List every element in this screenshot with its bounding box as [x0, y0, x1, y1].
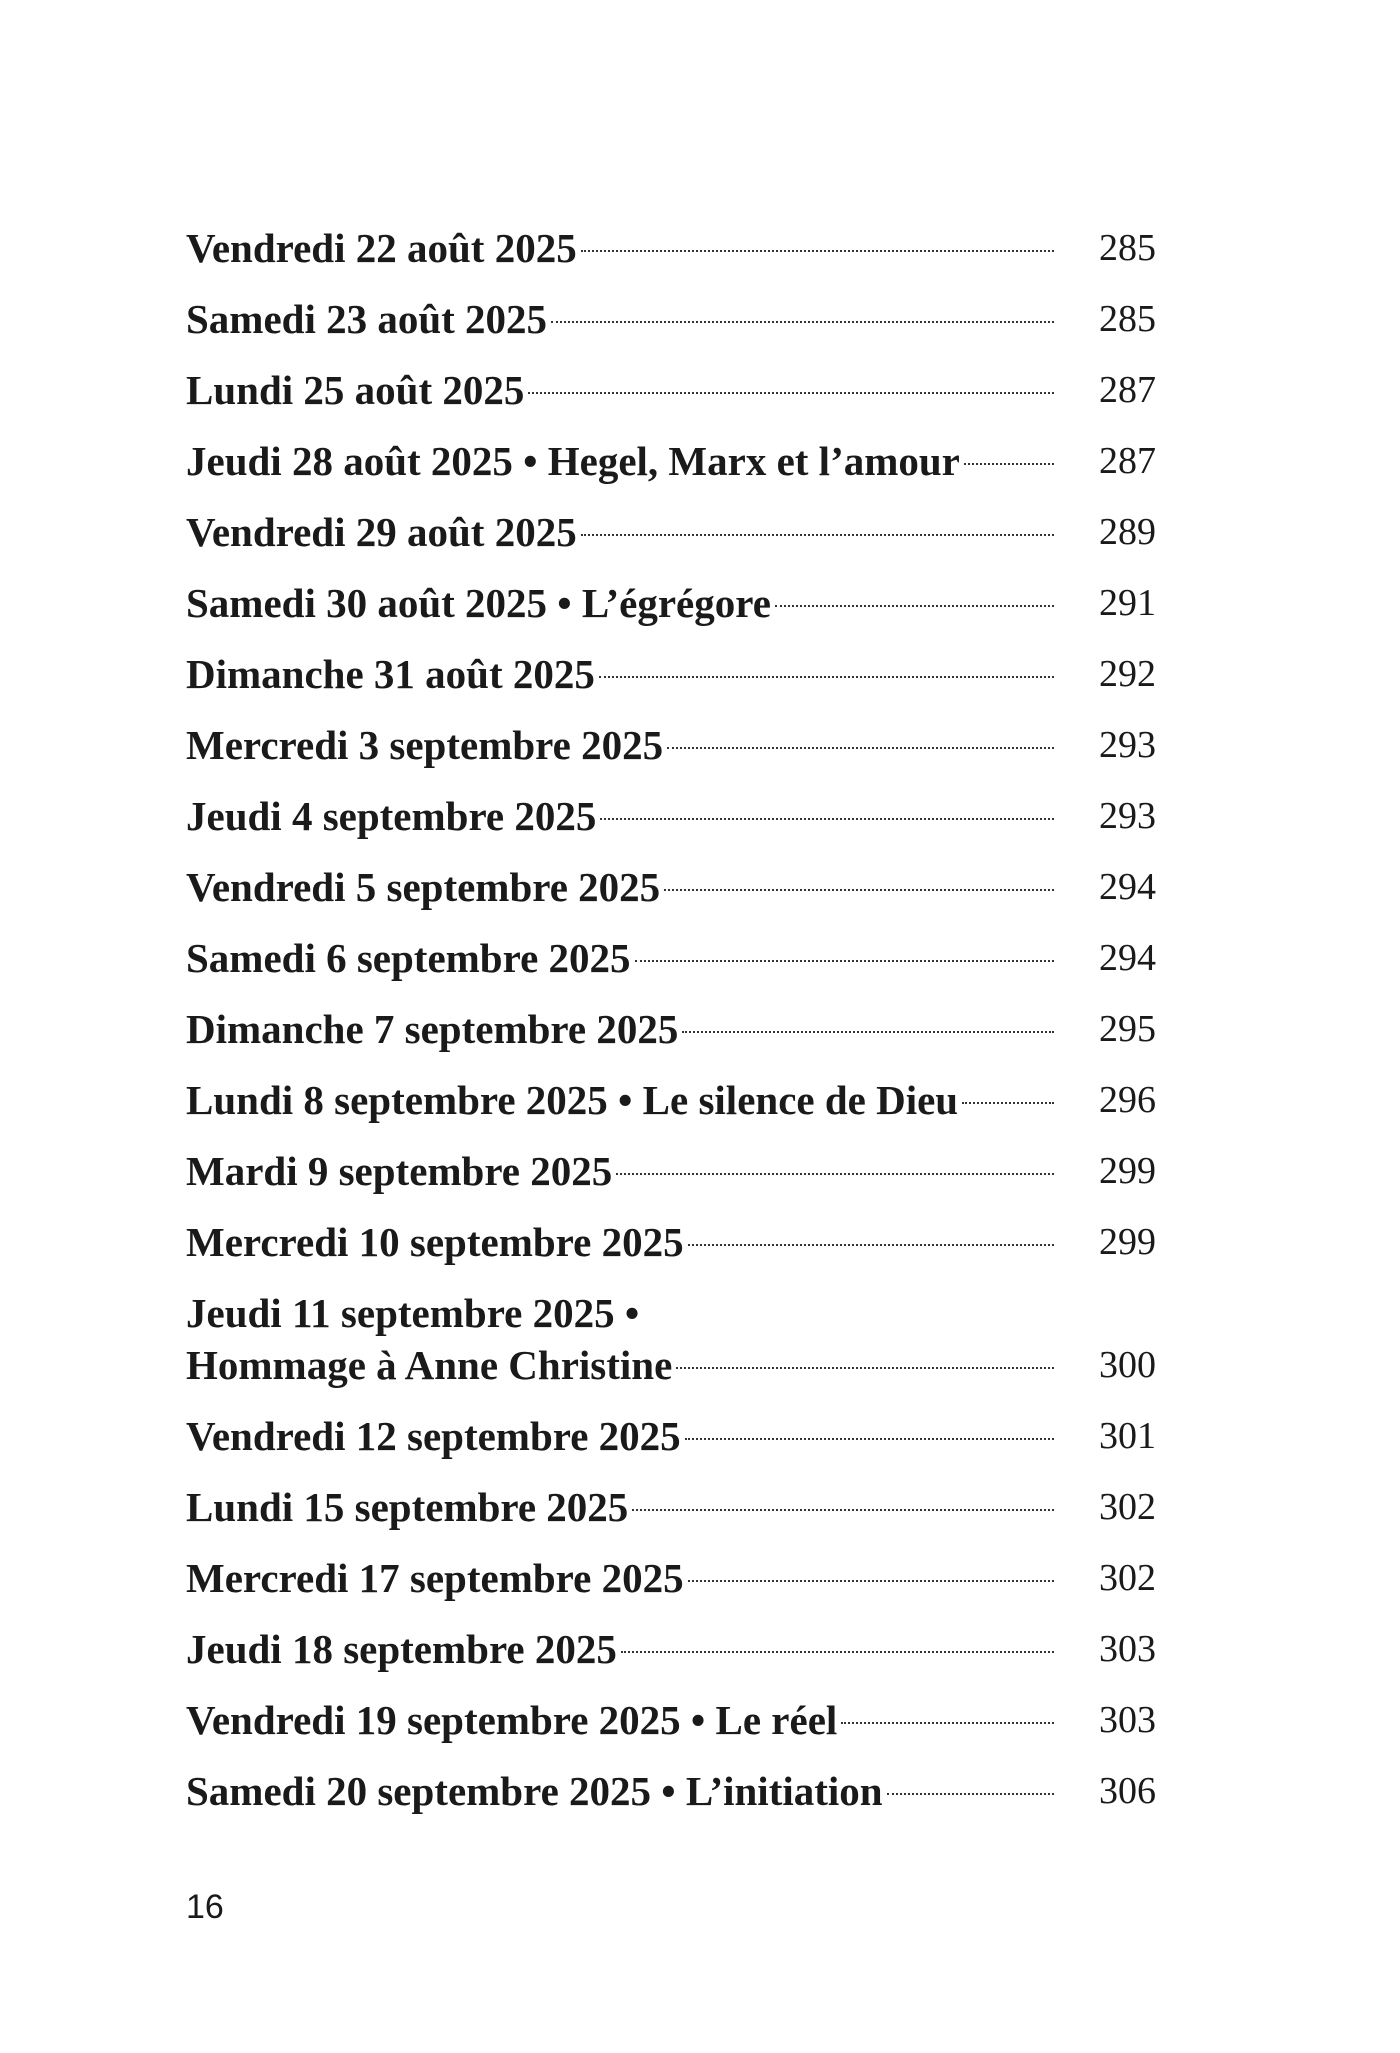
- toc-entry-title: Samedi 6 septembre 2025: [186, 935, 631, 981]
- toc-entry-title: Jeudi 4 septembre 2025: [186, 793, 597, 839]
- toc-entry-title: Samedi 23 août 2025: [186, 296, 548, 342]
- toc-entry-page: 287: [1099, 440, 1156, 482]
- toc-entry-title: Mercredi 10 septembre 2025: [186, 1219, 684, 1265]
- dot-leader: [962, 1102, 1054, 1104]
- dot-leader: [685, 1438, 1054, 1440]
- toc-entry-title: Lundi 15 septembre 2025: [186, 1484, 629, 1530]
- dot-leader: [688, 1580, 1054, 1582]
- toc-entry-page: 302: [1099, 1557, 1156, 1599]
- toc-entry[interactable]: [186, 1552, 1156, 1604]
- toc-entry[interactable]: [186, 1410, 1156, 1462]
- dot-leader: [841, 1722, 1054, 1724]
- toc-entry[interactable]: [186, 861, 1156, 913]
- dot-leader: [635, 960, 1054, 962]
- toc-entry-page: 294: [1099, 937, 1156, 979]
- toc-entry[interactable]: [186, 506, 1156, 558]
- toc-entry-page: 302: [1099, 1486, 1156, 1528]
- dot-leader: [664, 889, 1054, 891]
- dot-leader: [688, 1244, 1054, 1246]
- toc-entry-page: 296: [1099, 1079, 1156, 1121]
- toc-entry[interactable]: [186, 364, 1156, 416]
- toc-entry-page: 292: [1099, 653, 1156, 695]
- toc-entry[interactable]: [186, 719, 1156, 771]
- dot-leader: [528, 392, 1054, 394]
- toc-entry-page: 295: [1099, 1008, 1156, 1050]
- dot-leader: [616, 1173, 1054, 1175]
- toc-entry[interactable]: [186, 932, 1156, 984]
- toc-entry-title: Dimanche 31 août 2025: [186, 651, 595, 697]
- toc-entry-page: 291: [1099, 582, 1156, 624]
- dot-leader: [676, 1367, 1054, 1369]
- toc-entry-title: Mercredi 3 septembre 2025: [186, 722, 664, 768]
- toc-entry[interactable]: [186, 1287, 1156, 1391]
- toc-entry-title: Vendredi 19 septembre 2025 • Le réel: [186, 1697, 838, 1743]
- toc-entry-page: 285: [1099, 298, 1156, 340]
- dot-leader: [682, 1031, 1054, 1033]
- toc-entry-page: 285: [1099, 227, 1156, 269]
- toc-entry-title: Jeudi 28 août 2025 • Hegel, Marx et l’amour: [186, 438, 960, 484]
- dot-leader: [581, 250, 1054, 252]
- toc-entry-page: 306: [1099, 1770, 1156, 1812]
- toc-entry-title: Mercredi 17 septembre 2025: [186, 1555, 684, 1601]
- toc-entry[interactable]: [186, 222, 1156, 274]
- toc-entry-page: 303: [1099, 1699, 1156, 1741]
- dot-leader: [775, 605, 1054, 607]
- toc-entry-title: Vendredi 12 septembre 2025: [186, 1413, 681, 1459]
- toc-entry-title-line1: Jeudi 11 septembre 2025 •: [186, 1290, 640, 1336]
- toc-entry-page: 293: [1099, 724, 1156, 766]
- dot-leader: [632, 1509, 1054, 1511]
- toc-entry[interactable]: [186, 790, 1156, 842]
- toc-entry-title: Samedi 20 septembre 2025 • L’initiation: [186, 1768, 883, 1814]
- dot-leader: [599, 676, 1054, 678]
- toc-entry-page: 303: [1099, 1628, 1156, 1670]
- toc-entry[interactable]: [186, 1216, 1156, 1268]
- toc-entry-page: 301: [1099, 1415, 1156, 1457]
- toc-entry-title: Vendredi 22 août 2025: [186, 225, 577, 271]
- dot-leader: [551, 321, 1054, 323]
- dot-leader: [581, 534, 1054, 536]
- toc-entry[interactable]: [186, 577, 1156, 629]
- toc-entry[interactable]: [186, 648, 1156, 700]
- toc-entry[interactable]: [186, 1074, 1156, 1126]
- dot-leader: [600, 818, 1054, 820]
- toc-entry-page: 293: [1099, 795, 1156, 837]
- dot-leader: [964, 463, 1054, 465]
- dot-leader: [887, 1793, 1054, 1795]
- toc-entry[interactable]: [186, 435, 1156, 487]
- toc-entry-page: 294: [1099, 866, 1156, 908]
- table-of-contents: [186, 222, 1156, 1836]
- toc-entry-page: 287: [1099, 369, 1156, 411]
- toc-entry-page: 289: [1099, 511, 1156, 553]
- toc-entry-title: Vendredi 5 septembre 2025: [186, 864, 661, 910]
- toc-entry-page: 299: [1099, 1221, 1156, 1263]
- toc-entry[interactable]: [186, 293, 1156, 345]
- toc-entry[interactable]: [186, 1765, 1156, 1817]
- page-number: 16: [186, 1888, 224, 1926]
- toc-entry-title: Dimanche 7 septembre 2025: [186, 1006, 679, 1052]
- toc-entry-title: Mardi 9 septembre 2025: [186, 1148, 613, 1194]
- dot-leader: [621, 1651, 1054, 1653]
- toc-entry-title: Lundi 25 août 2025: [186, 367, 525, 413]
- toc-entry-page: 300: [1099, 1344, 1156, 1386]
- toc-entry[interactable]: [186, 1145, 1156, 1197]
- toc-entry[interactable]: [186, 1481, 1156, 1533]
- toc-entry-title: Samedi 30 août 2025 • L’égrégore: [186, 580, 771, 626]
- toc-entry-title: Lundi 8 septembre 2025 • Le silence de Dieu: [186, 1077, 959, 1123]
- toc-entry[interactable]: [186, 1623, 1156, 1675]
- toc-entry[interactable]: [186, 1003, 1156, 1055]
- toc-entry-title: Jeudi 18 septembre 2025: [186, 1626, 617, 1672]
- toc-entry-title-line2: Hommage à Anne Christine: [186, 1342, 673, 1388]
- dot-leader: [667, 747, 1054, 749]
- toc-entry-title: Vendredi 29 août 2025: [186, 509, 577, 555]
- toc-entry-page: 299: [1099, 1150, 1156, 1192]
- toc-entry[interactable]: [186, 1694, 1156, 1746]
